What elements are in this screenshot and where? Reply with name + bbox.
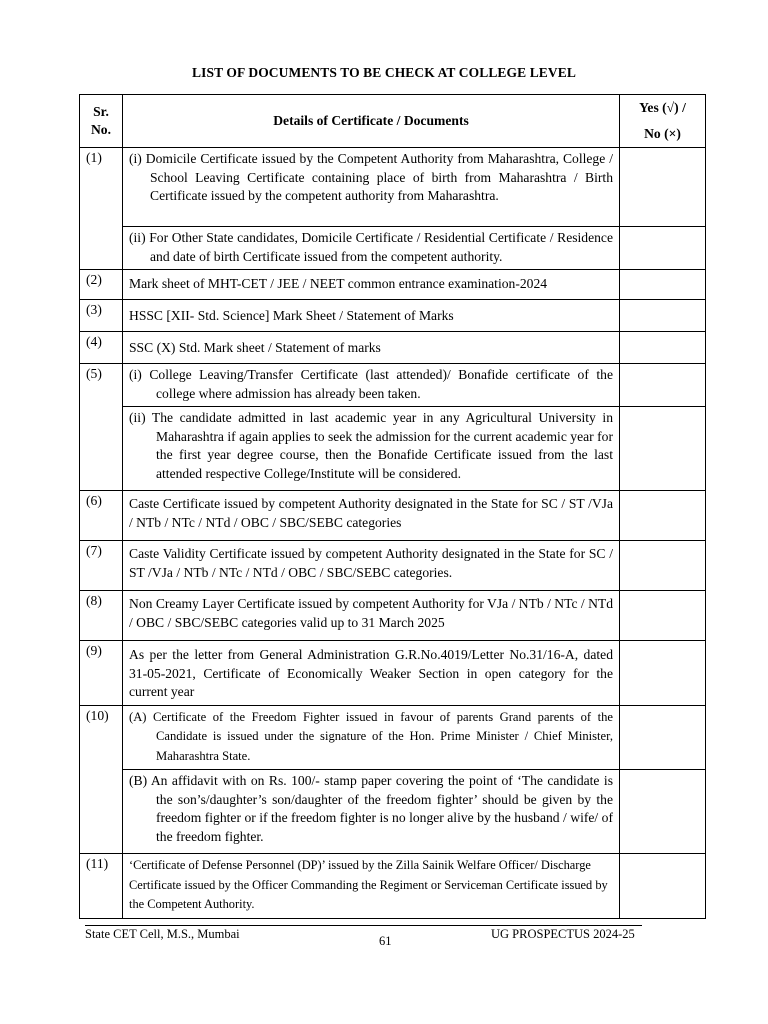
table-row [80, 491, 706, 541]
table-row [80, 407, 706, 491]
table-row [80, 364, 706, 407]
header-details: Details of Certificate / Documents [123, 95, 620, 148]
sr-number: (4) [80, 332, 123, 364]
yes-no-cell[interactable] [620, 641, 706, 706]
yes-no-cell[interactable] [620, 407, 706, 491]
document-detail: HSSC [XII- Std. Science] Mark Sheet / Statement of Marks [123, 300, 620, 332]
header-yes-no: Yes (√) / No (×) [620, 95, 706, 148]
document-detail: (A) Certificate of the Freedom Fighter issued in favour of parents Grand parents of the Candidate is issued under the signature of the Hon. Prime Minister / Chief Minister, Maharashtra State. [123, 705, 620, 770]
table-row [80, 300, 706, 332]
sr-number: (1) [80, 148, 123, 270]
yes-no-cell[interactable] [620, 854, 706, 919]
yes-no-cell[interactable] [620, 705, 706, 770]
yes-no-cell[interactable] [620, 270, 706, 300]
yes-no-cell[interactable] [620, 541, 706, 591]
document-detail: Non Creamy Layer Certificate issued by competent Authority for VJa / NTb / NTc / NTd / OBC / SBC/SEBC categories valid up to 31 March 2025 [123, 591, 620, 641]
document-detail: ‘Certificate of Defense Personnel (DP)’ issued by the Zilla Sainik Welfare Officer/ Discharge Certificate issued by the Officer Commanding the Regiment or Serviceman Certificate issued by the Competent Authority. [123, 854, 620, 919]
footer-divider [85, 925, 642, 926]
footer-left: State CET Cell, M.S., Mumbai [85, 927, 240, 941]
sr-number: (10) [80, 705, 123, 854]
table-header-row [80, 95, 706, 148]
yes-no-cell[interactable] [620, 148, 706, 227]
document-detail: (ii) For Other State candidates, Domicile Certificate / Residential Certificate / Residence and date of birth Certificate issued from the competent authority. [123, 227, 620, 270]
yes-no-cell[interactable] [620, 770, 706, 854]
yes-no-cell[interactable] [620, 364, 706, 407]
yes-no-cell[interactable] [620, 227, 706, 270]
yes-no-cell[interactable] [620, 591, 706, 641]
sr-number: (5) [80, 364, 123, 491]
table-row [80, 770, 706, 854]
document-detail: (i) College Leaving/Transfer Certificate (last attended)/ Bonafide certificate of the college where admission has already been taken. [123, 364, 620, 407]
sr-number: (8) [80, 591, 123, 641]
yes-no-cell[interactable] [620, 491, 706, 541]
document-detail: SSC (X) Std. Mark sheet / Statement of marks [123, 332, 620, 364]
sr-number: (3) [80, 300, 123, 332]
sr-number: (6) [80, 491, 123, 541]
table-row [80, 270, 706, 300]
document-detail: Caste Certificate issued by competent Authority designated in the State for SC / ST /VJa / NTb / NTc / NTd / OBC / SBC/SEBC categories [123, 491, 620, 541]
document-detail: Caste Validity Certificate issued by competent Authority designated in the State for SC / ST /VJa / NTb / NTc / NTd / OBC / SBC/SEBC categories. [123, 541, 620, 591]
document-detail: (ii) The candidate admitted in last academic year in any Agricultural University in Maharashtra if again applies to seek the admission for the current academic year for the first year degree course, then the Bonafide Certificate issued from the last attended respective College/Institute will be considered. [123, 407, 620, 491]
footer-right: UG PROSPECTUS 2024-25 [491, 927, 635, 941]
header-sr-no: Sr. No. [80, 95, 123, 148]
sr-number: (7) [80, 541, 123, 591]
table-row [80, 332, 706, 364]
yes-no-cell[interactable] [620, 332, 706, 364]
sr-number: (9) [80, 641, 123, 706]
page-number: 61 [379, 934, 392, 948]
document-detail: As per the letter from General Administration G.R.No.4019/Letter No.31/16-A, dated 31-05-2021, Certificate of Economically Weaker Section in open category for the current year [123, 641, 620, 706]
table-row [80, 591, 706, 641]
table-row [80, 641, 706, 706]
table-row [80, 705, 706, 770]
document-detail: Mark sheet of MHT-CET / JEE / NEET common entrance examination-2024 [123, 270, 620, 300]
page-title: LIST OF DOCUMENTS TO BE CHECK AT COLLEGE LEVEL [192, 65, 576, 80]
documents-table [79, 94, 706, 919]
table-row [80, 148, 706, 227]
document-detail: (i) Domicile Certificate issued by the Competent Authority from Maharashtra, College / School Leaving Certificate containing place of birth from Maharashtra / Birth Certificate issued by the competent authority from Maharashtra. [123, 148, 620, 227]
yes-no-cell[interactable] [620, 300, 706, 332]
document-detail: (B) An affidavit with on Rs. 100/- stamp paper covering the point of ‘The candidate is the son’s/daughter’s son/daughter of the freedom fighter’ should be given by the freedom fighter or if the freedom fighter is no longer alive by the husband / wife/ of the freedom fighter. [123, 770, 620, 854]
table-row [80, 541, 706, 591]
sr-number: (11) [80, 854, 123, 919]
table-row [80, 227, 706, 270]
table-row [80, 854, 706, 919]
sr-number: (2) [80, 270, 123, 300]
